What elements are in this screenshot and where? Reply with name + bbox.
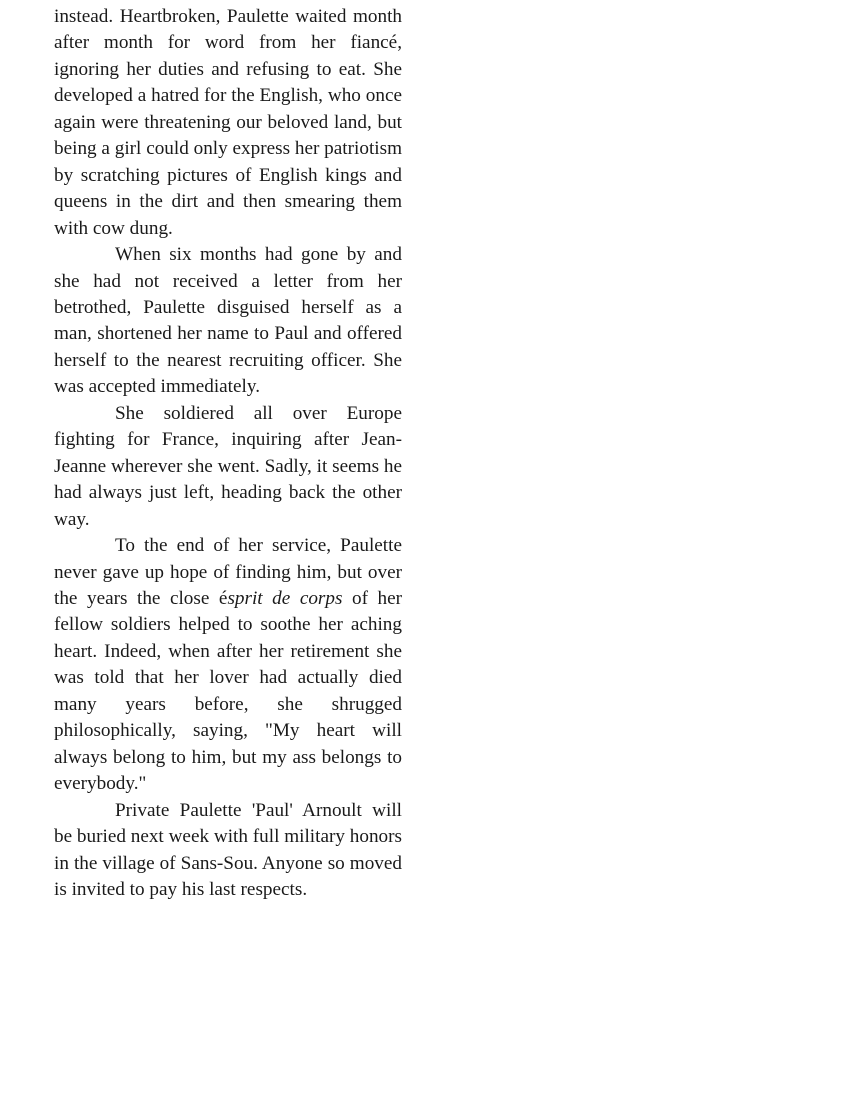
paragraph-text: She soldiered all over Europe fighting for France, inquiring after Jean-Jeanne wherever she went. Sadly, it seems he had always just left, heading back the other way. xyxy=(54,402,402,530)
paragraph-text: of her fellow soldiers helped to soothe her aching heart. Indeed, when after her retirement she was told that her lover had actually died many years before, she shrugged philosophically, saying, "My heart will always belong to him, but my ass belongs to everybody." xyxy=(54,587,403,795)
paragraph-3 xyxy=(54,401,402,533)
paragraph-4 xyxy=(54,533,402,798)
italic-phrase: sprit de corps xyxy=(227,587,343,609)
paragraph-text: When six months had gone by and she had not received a letter from her betrothed, Paulette disguised herself as a man, shortened her name to Paul and offered herself to the nearest recruiting officer. She was accepted immediately. xyxy=(54,244,402,398)
paragraph-text: To the end of her service, Paulette never gave up hope of finding him, but over the years the close é xyxy=(54,535,402,609)
paragraph-2 xyxy=(54,242,402,401)
paragraph-5 xyxy=(54,798,402,904)
paragraph-1 xyxy=(54,4,402,242)
paragraph-text: Private Paulette 'Paul' Arnoult will be buried next week with full military honors in the village of Sans-Sou. Anyone so moved is invited to pay his last respects. xyxy=(54,799,402,900)
paragraph-text: instead. Heartbroken, Paulette waited month after month for word from her fiancé, ignoring her duties and refusing to eat. She developed a hatred for the English, who once again were threatening our beloved land, but being a girl could only express her patriotism by scratching pictures of English kings and queens in the dirt and then smearing them with cow dung. xyxy=(54,6,402,239)
document-page xyxy=(54,4,402,903)
